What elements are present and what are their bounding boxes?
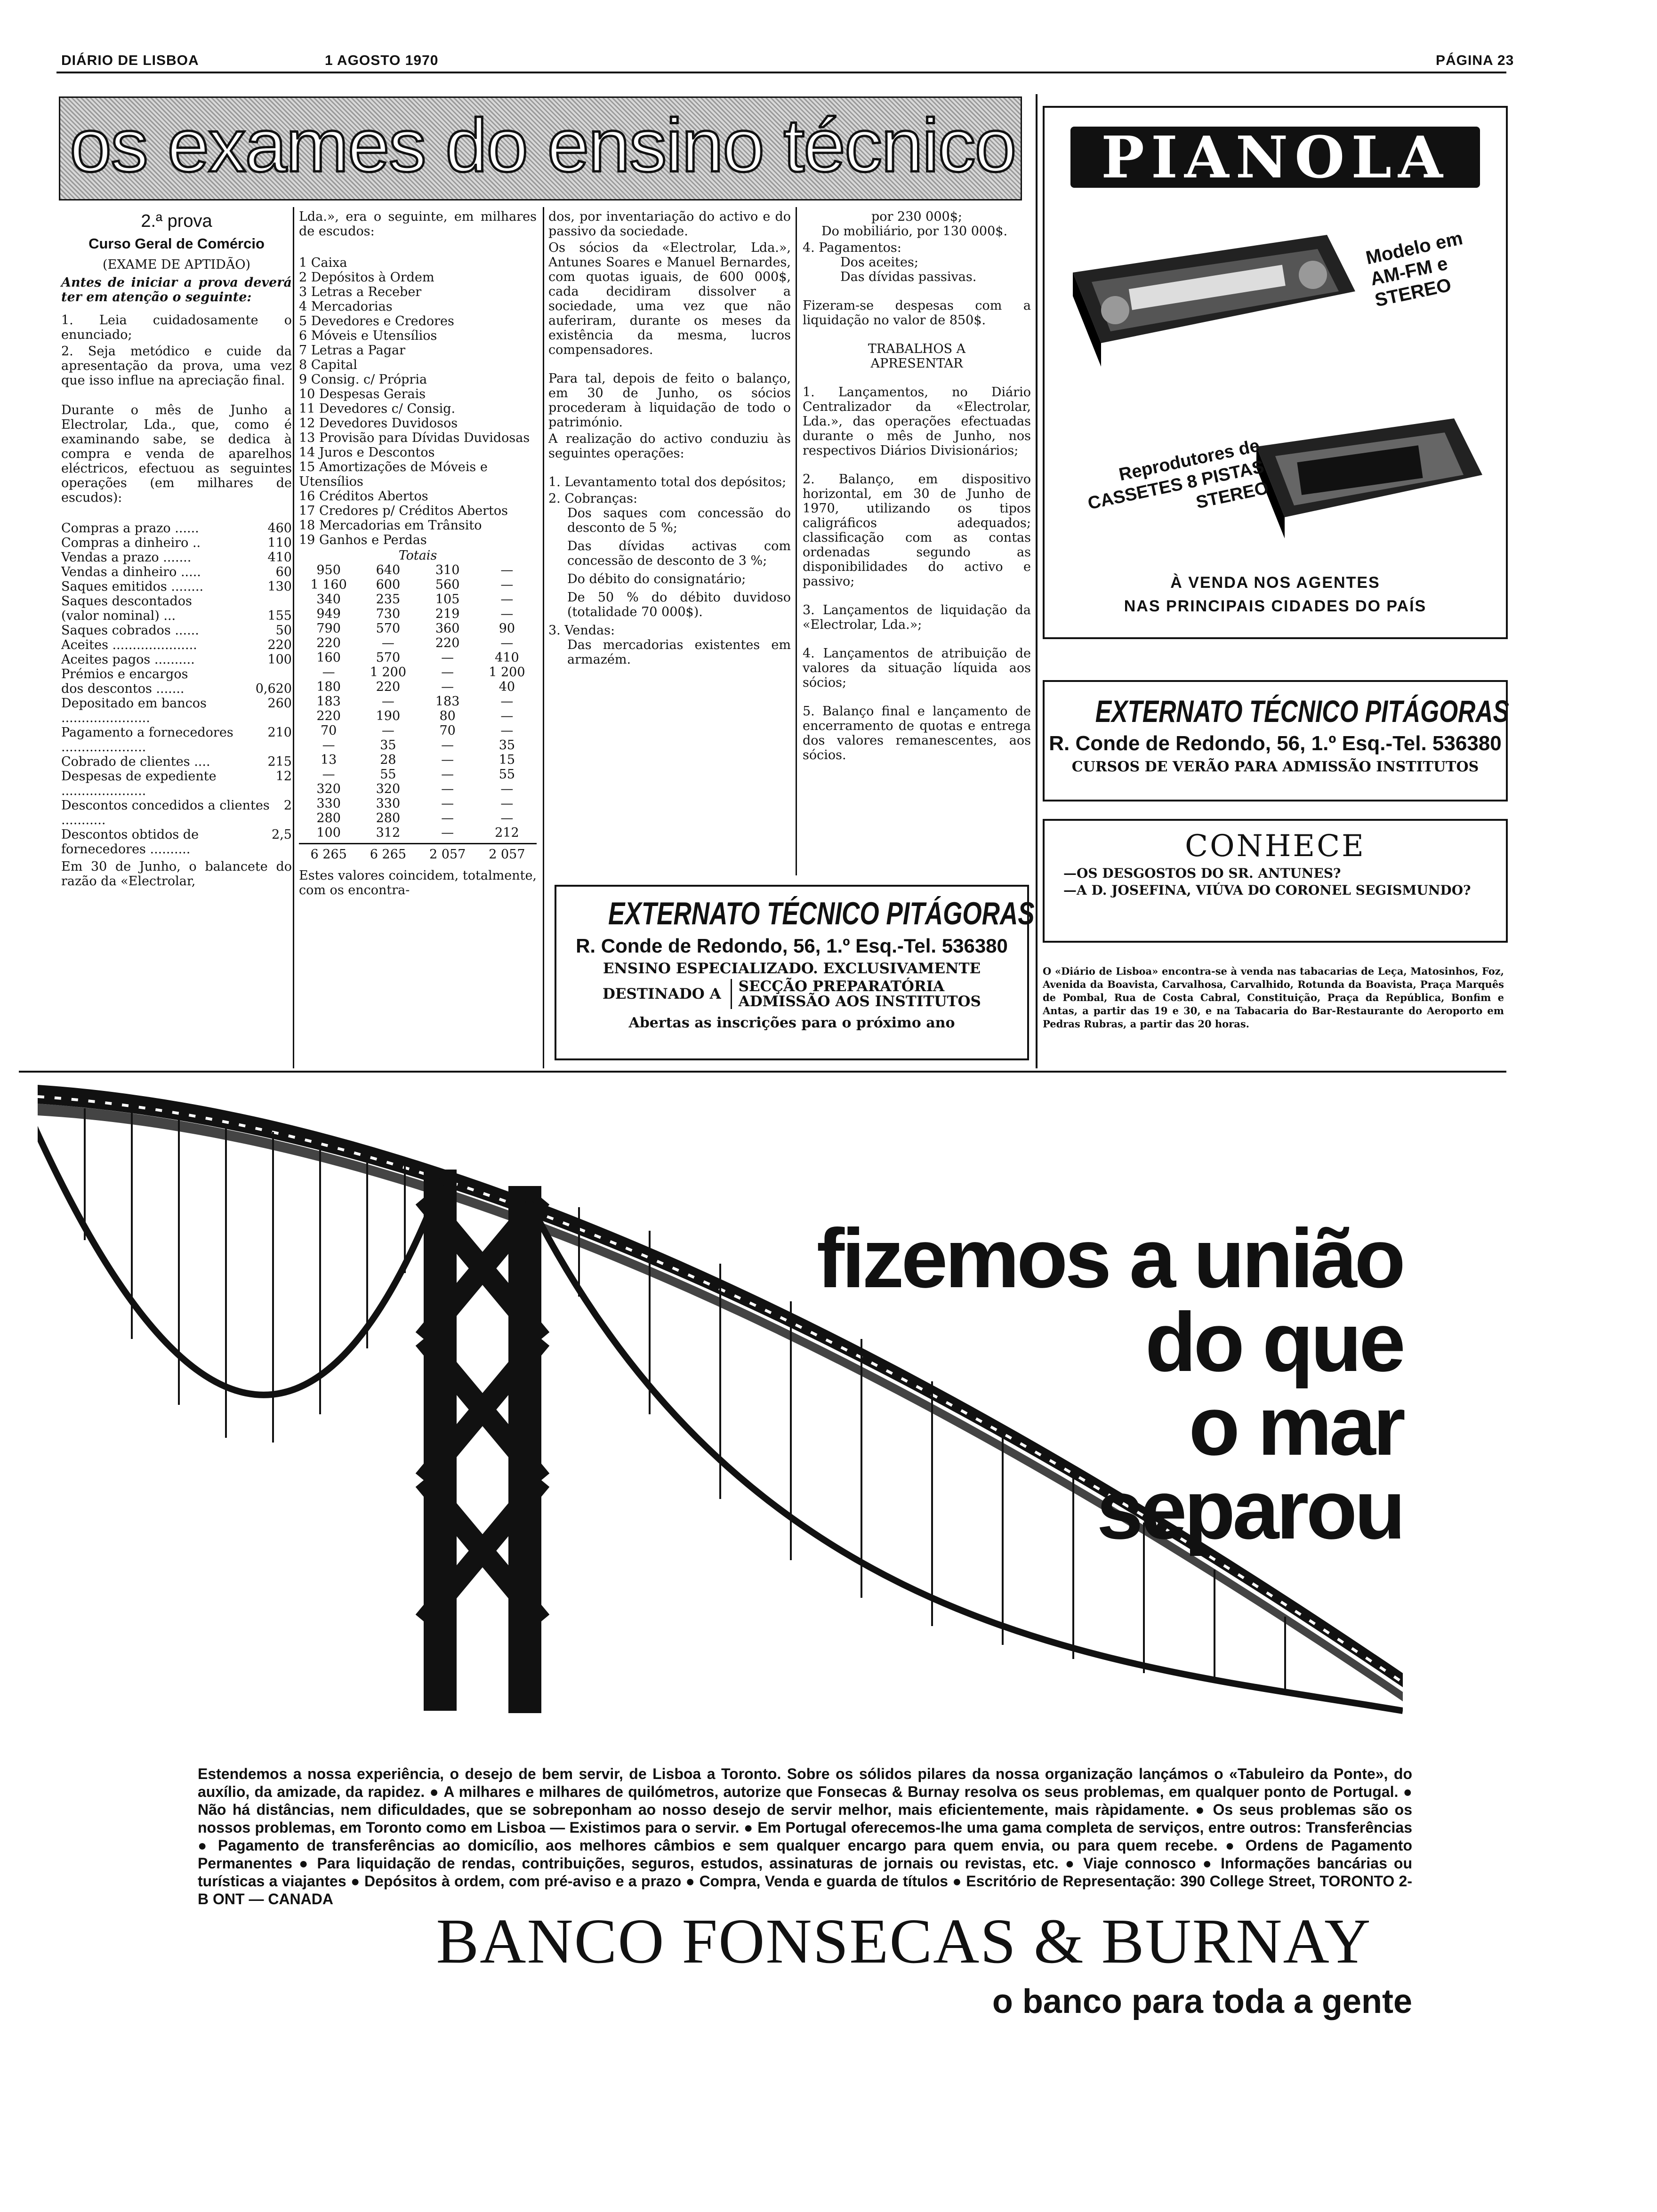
operation-row xyxy=(61,638,292,652)
operation-row xyxy=(61,579,292,594)
totais-cell: 330 xyxy=(316,796,341,811)
account-item: 6 Móveis e Utensílios xyxy=(299,329,437,343)
totais-cell: — xyxy=(500,723,514,738)
totais-row xyxy=(299,738,537,753)
totais-sum-cell: 6 265 xyxy=(370,847,407,862)
totais-row xyxy=(299,767,537,782)
account-item: 1 Caixa xyxy=(299,256,347,270)
pitagoras2-address: R. Conde de Redondo, 56, 1.º Esq.-Tel. 536380 xyxy=(1049,732,1502,755)
totais-rule xyxy=(299,843,537,844)
totais-cell: 160 xyxy=(316,650,341,665)
totais-cell: — xyxy=(381,723,394,738)
operation-value: 12 xyxy=(275,769,292,784)
totais-row xyxy=(299,650,537,665)
c4-t3: 3. Lançamentos de liquidação da «Electrolar, Lda.»; xyxy=(803,603,1031,632)
account-item: 17 Credores p/ Créditos Abertos xyxy=(299,504,508,518)
operation-label: Saques emitidos ........ xyxy=(61,579,204,594)
c4-t4: 4. Lançamentos de atribuição de valores da situação líquida aos sócios; xyxy=(803,646,1031,690)
totais-cell: 235 xyxy=(376,592,401,607)
c3-p3: Para tal, depois de feito o balanço, em 30 de Junho, os sócios procederam à liquidação de todo o património. xyxy=(548,371,791,430)
account-item: 15 Amortizações de Móveis e Utensílios xyxy=(299,460,488,489)
pitagoras-dest-label: DESTINADO A xyxy=(603,986,721,1002)
article-column-3 xyxy=(548,209,791,675)
totais-cell: 70 xyxy=(320,723,337,738)
totais-cell: 560 xyxy=(435,577,460,592)
account-item: 18 Mercadorias em Trânsito xyxy=(299,518,482,533)
totais-cell: 183 xyxy=(316,694,341,709)
totais-cell: 410 xyxy=(495,650,519,665)
c4-t5: 5. Balanço final e lançamento de encerramento de quotas e entrega dos valores remanescentes, aos sócios. xyxy=(803,704,1031,762)
totais-row xyxy=(299,563,537,577)
totais-cell: 70 xyxy=(439,723,456,738)
totais-cell: — xyxy=(441,782,454,796)
operation-label: Descontos obtidos de fornecedores .......... xyxy=(61,827,199,857)
totais-cell: 40 xyxy=(499,680,515,694)
account-item: 11 Devedores c/ Consig. xyxy=(299,401,456,416)
operation-label: Vendas a prazo ....... xyxy=(61,550,192,565)
totais-cell: — xyxy=(322,767,335,782)
operation-value: 50 xyxy=(275,623,292,638)
operation-label: (valor nominal) ... xyxy=(61,609,176,623)
operation-label: Compras a dinheiro .. xyxy=(61,536,201,550)
c3-l2b: Das dívidas activas com concessão de desconto de 3 %; xyxy=(567,539,791,568)
totais-label: Totais xyxy=(398,548,437,563)
article-column-2 xyxy=(299,209,537,906)
totais-cell: — xyxy=(500,592,514,607)
totais-cell: — xyxy=(500,636,514,650)
pitagoras-line1: ENSINO ESPECIALIZADO. EXCLUSIVAMENTE xyxy=(603,960,981,977)
banner-title: os exames do ensino técnico xyxy=(70,103,1016,187)
operation-label: Depositado em bancos ...................... xyxy=(61,696,207,725)
totais-row xyxy=(299,709,537,723)
totais-sum-cell: 2 057 xyxy=(489,847,525,862)
operation-row xyxy=(61,754,292,769)
pitagoras-ad-2 xyxy=(1043,680,1508,801)
col-rule-2 xyxy=(543,207,544,1068)
operation-value: 130 xyxy=(267,579,292,594)
totais-row xyxy=(299,723,537,738)
operation-row xyxy=(61,623,292,638)
totais-table xyxy=(299,563,537,840)
col1-end: Em 30 de Junho, o balancete do razão da «Electrolar, xyxy=(61,859,292,889)
operation-value: 0,620 xyxy=(255,681,292,696)
operation-value: 2 xyxy=(283,798,292,813)
operation-row xyxy=(61,652,292,667)
operation-label: Aceites pagos .......... xyxy=(61,652,195,667)
totais-cell: 949 xyxy=(316,607,341,621)
accounts-list xyxy=(299,256,537,547)
totais-cell: — xyxy=(441,753,454,767)
totais-row xyxy=(299,680,537,694)
totais-cell: 570 xyxy=(376,621,401,636)
issue-date: 1 AGOSTO 1970 xyxy=(325,53,439,68)
totais-row xyxy=(299,636,537,650)
pitagoras2-title: EXTERNATO TÉCNICO PITÁGORAS xyxy=(1095,694,1509,729)
c3-l2d: De 50 % do débito duvidoso (totalidade 70 000$). xyxy=(567,590,791,619)
totais-cell: — xyxy=(441,796,454,811)
balancete-intro: Lda.», era o seguinte, em milhares de escudos: xyxy=(299,209,537,239)
operation-row xyxy=(61,725,292,754)
totais-cell: 183 xyxy=(435,694,460,709)
account-item: 5 Devedores e Credores xyxy=(299,314,454,329)
totais-cell: 180 xyxy=(316,680,341,694)
c3-l2a: Dos saques com concessão do desconto de 5 %; xyxy=(567,506,791,535)
operation-label: Vendas a dinheiro ..... xyxy=(61,565,201,579)
totais-cell: 15 xyxy=(499,753,515,767)
operation-row xyxy=(61,536,292,550)
totais-sums xyxy=(299,847,537,862)
totais-cell: — xyxy=(441,665,454,680)
totais-cell: — xyxy=(500,607,514,621)
account-item: 4 Mercadorias xyxy=(299,299,393,314)
sale-line-1: À VENDA NOS AGENTES xyxy=(1170,574,1380,592)
operation-label: Saques cobrados ...... xyxy=(61,623,199,638)
totais-cell: 90 xyxy=(499,621,515,636)
col-rule-4 xyxy=(1036,94,1038,1068)
c3-l3: 3. Vendas: xyxy=(548,623,615,638)
c3-p2: Os sócios da «Electrolar, Lda.», Antunes Soares e Manuel Bernardes, com quotas iguais, de 600 000$, cada decidiram dissolver a sociedade, uma vez que não auferiram, durante os meses da existência da mesma, lucros compensadores. xyxy=(548,240,791,357)
c4-a1: por 230 000$; xyxy=(871,209,962,224)
car-radio-illustration xyxy=(1063,216,1369,381)
totais-cell: 320 xyxy=(376,782,401,796)
operations-intro: Durante o mês de Junho a Electrolar, Lda., que, como é examinando sabe, se dedica à compra e venda de aparelhos eléctricos, efectuou as seguintes operações (em milhares de escudos): xyxy=(61,403,292,505)
c4-t2: 2. Balanço, em dispositivo horizontal, em 30 de Junho de 1970, utilizando os tipos caligráficos adequados; classificação com as contas ordenadas segundo as disponibilidades do activo e passivo; xyxy=(803,472,1031,589)
account-item: 3 Letras a Receber xyxy=(299,285,422,299)
totais-row xyxy=(299,665,537,680)
c4-a2: Do mobiliário, por 130 000$. xyxy=(821,224,1008,239)
c4-l4a: Dos aceites; xyxy=(840,255,918,270)
trabalhos-heading: TRABALHOS A APRESENTAR xyxy=(868,342,966,371)
operation-value: 215 xyxy=(267,754,292,769)
instruction-1: 1. Leia cuidadosamente o enunciado; xyxy=(61,313,292,342)
totais-row xyxy=(299,782,537,796)
operation-label: dos descontos ....... xyxy=(61,681,185,696)
totais-cell: — xyxy=(322,665,335,680)
totais-row xyxy=(299,796,537,811)
bank-name: BANCO FONSECAS & BURNAY xyxy=(436,1906,1372,1977)
totais-row xyxy=(299,825,537,840)
instruction-2: 2. Seja metódico e cuide da apresentação da prova, uma vez que isso influe na apreciação final. xyxy=(61,344,292,388)
c3-p1: dos, por inventariação do activo e do passivo da sociedade. xyxy=(548,209,791,239)
c4-t1: 1. Lançamentos, no Diário Centralizador da «Electrolar, Lda.», das operações efectuadas durante o mês de Junho, nos respectivos Diários Divisionários; xyxy=(803,385,1031,458)
conhece-q1: —OS DESGOSTOS DO SR. ANTUNES? xyxy=(1063,866,1341,881)
operations-list xyxy=(61,521,292,857)
totais-cell: 280 xyxy=(316,811,341,825)
totais-cell: — xyxy=(441,650,454,665)
totais-cell: 100 xyxy=(316,825,341,840)
totais-cell: — xyxy=(500,563,514,577)
totais-cell: — xyxy=(381,636,394,650)
paper-name: DIÁRIO DE LISBOA xyxy=(61,53,199,68)
totais-cell: — xyxy=(500,709,514,723)
operation-row xyxy=(61,550,292,565)
article-column-4 xyxy=(803,209,1031,771)
cassette-player-illustration xyxy=(1247,409,1492,545)
pianola-logo: PIANOLA xyxy=(1101,123,1449,191)
operation-row xyxy=(61,565,292,579)
pitagoras-dest xyxy=(556,979,1027,1009)
headline-line-1: fizemos a união xyxy=(816,1211,1403,1305)
totais-cell: 312 xyxy=(376,825,401,840)
totais-cell: — xyxy=(441,738,454,753)
totais-sum-cell: 6 265 xyxy=(310,847,347,862)
pitagoras-s1: SECÇÃO PREPARATÓRIA xyxy=(738,978,945,995)
totais-cell: 190 xyxy=(376,709,401,723)
totais-cell: 1 200 xyxy=(489,665,525,680)
operation-label: Descontos concedidos a clientes ........... xyxy=(61,798,270,827)
account-item: 14 Juros e Descontos xyxy=(299,445,435,460)
account-item: 13 Provisão para Dívidas Duvidosas xyxy=(299,431,530,445)
totais-row xyxy=(299,621,537,636)
pitagoras-title: EXTERNATO TÉCNICO PITÁGORAS xyxy=(608,896,1035,931)
operation-label: Pagamento a fornecedores ..................... xyxy=(61,725,233,754)
totais-cell: 640 xyxy=(376,563,401,577)
pitagoras-address: R. Conde de Redondo, 56, 1.º Esq.-Tel. 536380 xyxy=(576,935,1008,957)
totais-cell: — xyxy=(441,680,454,694)
account-item: 12 Devedores Duvidosos xyxy=(299,416,458,431)
banner xyxy=(59,96,1022,200)
totais-cell: 570 xyxy=(376,650,401,665)
sale-line-2: NAS PRINCIPAIS CIDADES DO PAÍS xyxy=(1124,597,1427,615)
operation-label: Saques descontados xyxy=(61,594,192,609)
col-rule-1 xyxy=(293,207,294,1068)
operation-label: Despesas de expediente ..................... xyxy=(61,769,217,798)
totais-cell: 219 xyxy=(435,607,460,621)
totais-cell: 320 xyxy=(316,782,341,796)
totais-cell: 13 xyxy=(320,753,337,767)
operation-row xyxy=(61,609,292,623)
pitagoras-dest-options xyxy=(731,979,981,1009)
operation-label: Cobrado de clientes .... xyxy=(61,754,210,769)
totais-cell: 35 xyxy=(380,738,396,753)
totais-cell: 55 xyxy=(499,767,515,782)
totais-cell: 330 xyxy=(376,796,401,811)
conhece-q2: —A D. JOSEFINA, VIÚVA DO CORONEL SEGISMUNDO? xyxy=(1063,882,1471,898)
operation-row xyxy=(61,696,292,725)
account-item: 2 Depósitos à Ordem xyxy=(299,270,434,285)
account-item: 16 Créditos Abertos xyxy=(299,489,428,504)
totais-cell: 950 xyxy=(316,563,341,577)
operation-value: 110 xyxy=(267,536,292,550)
account-item: 7 Letras a Pagar xyxy=(299,343,405,358)
totais-cell: — xyxy=(441,811,454,825)
account-item: 10 Despesas Gerais xyxy=(299,387,426,401)
c4-l4: 4. Pagamentos: xyxy=(803,240,901,255)
operation-label: Prémios e encargos xyxy=(61,667,188,681)
totais-row xyxy=(299,592,537,607)
pitagoras-ad-1 xyxy=(555,885,1035,1060)
totais-cell: 310 xyxy=(435,563,460,577)
totais-cell: — xyxy=(500,577,514,592)
operation-value: 2,5 xyxy=(272,827,292,842)
operation-value: 155 xyxy=(267,609,292,623)
c4-l4b: Das dívidas passivas. xyxy=(840,270,977,284)
pianola-ad xyxy=(1043,106,1508,639)
bank-headline xyxy=(816,1211,1403,1556)
c3-l2c: Do débito do consignatário; xyxy=(567,572,746,586)
totais-cell: — xyxy=(441,767,454,782)
c3-l3a: Das mercadorias existentes em armazém. xyxy=(567,638,791,667)
totais-cell: — xyxy=(500,796,514,811)
pianola-logo-frame xyxy=(1070,123,1480,191)
prova-heading: 2.ª prova xyxy=(141,211,212,231)
exame-heading: (EXAME DE APTIDÃO) xyxy=(102,257,251,272)
account-item: 8 Capital xyxy=(299,358,358,372)
totais-cell: 360 xyxy=(435,621,460,636)
totais-row xyxy=(299,811,537,825)
bank-ad xyxy=(19,1075,1506,2101)
totais-cell: — xyxy=(441,825,454,840)
operation-value: 410 xyxy=(267,550,292,565)
pitagoras-s2: ADMISSÃO AOS INSTITUTOS xyxy=(738,993,981,1010)
col2-end: Estes valores coincidem, totalmente, com os encontra- xyxy=(299,868,537,898)
article-column-1 xyxy=(61,209,292,897)
account-item: 19 Ganhos e Perdas xyxy=(299,533,427,547)
curso-heading: Curso Geral de Comércio xyxy=(88,235,265,252)
pitagoras2-line1: CURSOS DE VERÃO PARA ADMISSÃO INSTITUTOS xyxy=(1071,759,1479,775)
totais-cell: 55 xyxy=(380,767,396,782)
operation-row xyxy=(61,769,292,798)
operation-value: 60 xyxy=(275,565,292,579)
totais-row xyxy=(299,753,537,767)
totais-cell: 220 xyxy=(435,636,460,650)
totais-cell: — xyxy=(500,694,514,709)
intro-text: Antes de iniciar a prova deverá ter em atenção o seguinte: xyxy=(61,275,292,305)
totais-row xyxy=(299,577,537,592)
operation-row xyxy=(61,798,292,827)
totais-cell: 220 xyxy=(376,680,401,694)
operation-row xyxy=(61,827,292,857)
headline-line-4: separou xyxy=(1096,1463,1403,1556)
operation-label: Compras a prazo ...... xyxy=(61,521,199,536)
totais-cell: 790 xyxy=(316,621,341,636)
pitagoras-footer: Abertas as inscrições para o próximo ano xyxy=(628,1015,955,1031)
operation-row xyxy=(61,521,292,536)
header-rule xyxy=(56,72,1506,73)
totais-cell: — xyxy=(322,738,335,753)
headline-line-3: o mar xyxy=(1189,1379,1403,1473)
operation-row xyxy=(61,667,292,681)
totais-cell: 80 xyxy=(439,709,456,723)
operation-value: 210 xyxy=(267,725,292,740)
account-item: 9 Consig. c/ Própria xyxy=(299,372,427,387)
totais-cell: 730 xyxy=(376,607,401,621)
c3-l1: 1. Levantamento total dos depósitos; xyxy=(548,475,787,489)
totais-cell: — xyxy=(500,811,514,825)
bank-body-text: Estendemos a nossa experiência, o desejo de bem servir, de Lisboa a Toronto. Sobre os sólidos pilares da nossa organização lançámos o «Tabuleiro da Ponte», do auxílio, da amizade, da rapidez. ● A milhares e milhares de quilómetros, autorize que Fonsecas & Burnay resolva os seus problemas, em qualquer ponto de Portugal. ● Não há distâncias, nem dificuldades, que se sobreponham ao nosso desejo de servir melhor, mais eficientemente, mais ràpidamente. ● Os seus problemas são os nossos problemas, em Toronto como em Lisboa — Existimos para o servir. ● Em Portugal oferecemos-lhe uma gama completa de serviços, entre outros: Transferências ● Pagamento de transferências ao domicílio, aos melhores câmbios e sem qualquer encargo para quem envia, ou para quem recebe. ● Ordens de Pagamento Permanentes ● Para liquidação de rendas, contribuições, seguros, estudos, assinaturas de jornais ou revistas, etc. ● Viaje connosco ● Informações bancárias ou turísticas a viajantes ● Depósitos à ordem, com pré-aviso e a prazo ● Compra, Venda e guarda de títulos ● Escritório de Representação: 390 College Street, TORONTO 2-B ONT — CANADA xyxy=(198,1765,1412,1907)
c3-p4: A realização do activo conduziu às seguintes operações: xyxy=(548,432,791,461)
totais-row xyxy=(299,607,537,621)
operation-value: 460 xyxy=(267,521,292,536)
totais-cell: 105 xyxy=(435,592,460,607)
totais-sum-cell: 2 057 xyxy=(429,847,466,862)
bank-slogan: o banco para toda a gente xyxy=(992,1983,1412,2020)
operation-row xyxy=(61,594,292,609)
section-rule xyxy=(19,1071,1506,1073)
c4-p1: Fizeram-se despesas com a liquidação no valor de 850$. xyxy=(803,298,1031,328)
totais-cell: 220 xyxy=(316,709,341,723)
operation-value: 260 xyxy=(267,696,292,711)
model-caption: Modelo em AM-FM e STEREO xyxy=(1364,228,1465,311)
totais-cell: — xyxy=(381,694,394,709)
totais-cell: 340 xyxy=(316,592,341,607)
headline-line-2: do que xyxy=(1145,1295,1403,1389)
totais-cell: 600 xyxy=(376,577,401,592)
totais-cell: 280 xyxy=(376,811,401,825)
totais-cell: — xyxy=(500,782,514,796)
reprodutores-caption: Reprodutores de CASSETES 8 PISTAS STEREO xyxy=(1086,435,1271,514)
totais-cell: 1 200 xyxy=(370,665,407,680)
venda-note: O «Diário de Lisboa» encontra-se à venda nas tabacarias de Leça, Matosinhos, Foz, Avenida da Boavista, Carvalhosa, Carvalhido, Rotunda da Boavista, Praça Marquês de Pombal, Rua de Costa Cabral, Constituição, Praça da República, Bonfim e Antas, a partir das 19 e 30, e na Tabacaria do Bar-Restaurante do Aeroporto em Pedras Rubras, a partir das 20 horas. xyxy=(1043,965,1504,1030)
operation-label: Aceites ..................... xyxy=(61,638,197,652)
totais-cell: 28 xyxy=(380,753,396,767)
operation-value: 100 xyxy=(267,652,292,667)
totais-cell: 35 xyxy=(499,738,515,753)
totais-cell: 1 160 xyxy=(310,577,347,592)
totais-cell: 212 xyxy=(495,825,519,840)
totais-cell: 220 xyxy=(316,636,341,650)
col-rule-3 xyxy=(796,207,797,875)
operation-row xyxy=(61,681,292,696)
page-number: PÁGINA 23 xyxy=(1436,53,1514,68)
totais-row xyxy=(299,694,537,709)
operation-value: 220 xyxy=(267,638,292,652)
conhece-title: CONHECE xyxy=(1185,829,1366,864)
conhece-ad xyxy=(1043,819,1508,943)
c3-l2: 2. Cobranças: xyxy=(548,491,638,506)
